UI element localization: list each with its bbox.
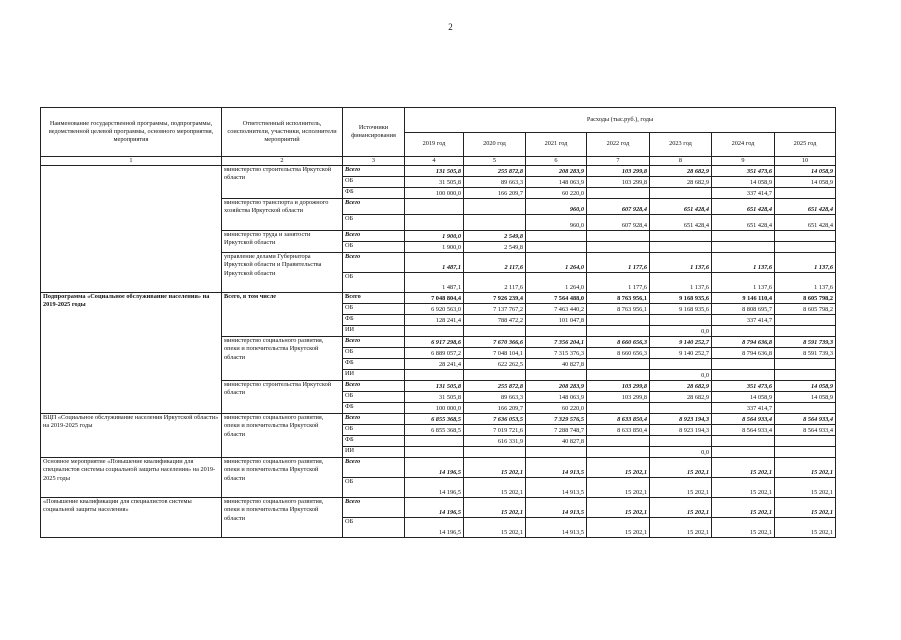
executor-cell: министерство социального развития, опеки и попечительства Иркутской области (222, 414, 343, 458)
header-year: 2020 год (464, 133, 526, 157)
value-cell: 14 058,9 (775, 166, 836, 177)
value-cell: 1 177,6 (587, 273, 650, 293)
value-cell (650, 188, 712, 199)
value-cell: 651 428,4 (650, 199, 712, 215)
value-cell: 7 356 204,1 (526, 337, 587, 348)
value-cell: 7 315 376,3 (526, 348, 587, 359)
value-cell: 14 196,5 (405, 458, 464, 478)
value-cell: 15 202,1 (775, 498, 836, 518)
value-cell: 15 202,1 (650, 478, 712, 498)
value-cell: 8 564 933,4 (775, 414, 836, 425)
value-cell: 7 137 767,2 (464, 304, 526, 315)
value-cell (587, 447, 650, 458)
value-cell: 8 763 956,1 (587, 293, 650, 304)
value-cell: 0,0 (650, 326, 712, 337)
value-cell (775, 315, 836, 326)
value-cell: 14 913,5 (526, 458, 587, 478)
value-cell: 14 058,9 (775, 392, 836, 403)
value-cell: 651 428,4 (775, 199, 836, 215)
value-cell: 1 177,6 (587, 253, 650, 273)
value-cell: 14 196,5 (405, 518, 464, 538)
value-cell: 788 472,2 (464, 315, 526, 326)
value-cell: 7 048 104,1 (464, 348, 526, 359)
value-cell: 6 855 368,5 (405, 425, 464, 436)
value-cell: 15 202,1 (712, 458, 775, 478)
header-year: 2019 год (405, 133, 464, 157)
value-cell (775, 242, 836, 253)
column-index: 3 (343, 157, 405, 166)
value-cell (587, 188, 650, 199)
value-cell: 40 827,8 (526, 436, 587, 447)
column-index: 7 (587, 157, 650, 166)
value-cell: 0,0 (650, 447, 712, 458)
source-cell: Всего (343, 337, 405, 348)
value-cell: 14 196,5 (405, 498, 464, 518)
source-cell: ОБ (343, 242, 405, 253)
header-executor: Ответственный исполнитель, соисполнители, участники, исполнители мероприятий (222, 108, 343, 157)
table-row (41, 293, 836, 304)
source-cell: Всего (343, 231, 405, 242)
source-cell: ОБ (343, 478, 405, 498)
value-cell: 1 487,1 (405, 253, 464, 273)
value-cell: 15 202,1 (650, 458, 712, 478)
value-cell: 255 872,8 (464, 381, 526, 392)
value-cell (650, 231, 712, 242)
budget-table (40, 107, 836, 538)
value-cell (587, 231, 650, 242)
value-cell: 14 196,5 (405, 478, 464, 498)
source-cell: ИИ (343, 326, 405, 337)
value-cell: 616 331,9 (464, 436, 526, 447)
value-cell: 651 428,4 (650, 215, 712, 231)
value-cell: 8 808 695,7 (712, 304, 775, 315)
source-cell: ИИ (343, 370, 405, 381)
value-cell: 2 117,6 (464, 253, 526, 273)
header-year: 2025 год (775, 133, 836, 157)
header-year: 2023 год (650, 133, 712, 157)
value-cell: 337 414,7 (712, 315, 775, 326)
value-cell (587, 403, 650, 414)
value-cell: 15 202,1 (587, 478, 650, 498)
value-cell (587, 315, 650, 326)
value-cell: 7 048 804,4 (405, 293, 464, 304)
value-cell: 15 202,1 (587, 498, 650, 518)
program-name-cell: Основное мероприятие «Повышение квалификации для специалистов системы социальной защиты населения» на 2019-2025 годы (41, 458, 222, 498)
value-cell (526, 231, 587, 242)
value-cell: 6 855 368,5 (405, 414, 464, 425)
source-cell: Всего (343, 381, 405, 392)
value-cell: 60 220,0 (526, 403, 587, 414)
value-cell: 31 505,8 (405, 392, 464, 403)
header-program-name: Наименование государственной программы, подпрограммы, ведомственной целевой программы, основного мероприятия, мероприятия (41, 108, 222, 157)
value-cell: 0,0 (650, 370, 712, 381)
table-row (41, 498, 836, 518)
value-cell: 103 299,8 (587, 392, 650, 403)
value-cell (526, 447, 587, 458)
value-cell: 7 019 721,6 (464, 425, 526, 436)
value-cell: 1 137,6 (650, 273, 712, 293)
value-cell: 8 633 850,4 (587, 414, 650, 425)
value-cell: 14 913,5 (526, 498, 587, 518)
value-cell (587, 242, 650, 253)
value-cell: 208 283,9 (526, 381, 587, 392)
table-row (41, 414, 836, 425)
value-cell: 148 063,9 (526, 177, 587, 188)
value-cell (526, 370, 587, 381)
value-cell: 960,0 (526, 199, 587, 215)
value-cell: 15 202,1 (587, 518, 650, 538)
value-cell: 2 117,6 (464, 273, 526, 293)
value-cell: 7 329 576,5 (526, 414, 587, 425)
value-cell: 7 636 053,5 (464, 414, 526, 425)
value-cell: 622 262,5 (464, 359, 526, 370)
value-cell: 15 202,1 (712, 478, 775, 498)
value-cell: 6 920 563,0 (405, 304, 464, 315)
value-cell: 8 633 850,4 (587, 425, 650, 436)
header-expenses: Расходы (тыс.руб.), годы (405, 108, 836, 133)
value-cell: 14 058,9 (712, 392, 775, 403)
value-cell (587, 370, 650, 381)
value-cell (464, 199, 526, 215)
value-cell: 15 202,1 (587, 458, 650, 478)
value-cell: 103 299,8 (587, 166, 650, 177)
value-cell: 14 058,9 (712, 177, 775, 188)
value-cell: 337 414,7 (712, 403, 775, 414)
value-cell (712, 326, 775, 337)
value-cell (587, 436, 650, 447)
value-cell: 148 063,9 (526, 392, 587, 403)
column-index: 5 (464, 157, 526, 166)
value-cell: 9 140 252,7 (650, 337, 712, 348)
value-cell: 128 241,4 (405, 315, 464, 326)
source-cell: Всего (343, 414, 405, 425)
value-cell: 607 928,4 (587, 215, 650, 231)
value-cell: 28 682,9 (650, 177, 712, 188)
value-cell: 7 926 239,4 (464, 293, 526, 304)
value-cell: 8 605 798,2 (775, 293, 836, 304)
value-cell: 8 605 798,2 (775, 304, 836, 315)
value-cell (775, 231, 836, 242)
column-index: 8 (650, 157, 712, 166)
value-cell: 7 288 748,7 (526, 425, 587, 436)
value-cell (587, 326, 650, 337)
source-cell: ФБ (343, 315, 405, 326)
value-cell: 1 137,6 (650, 253, 712, 273)
value-cell (405, 447, 464, 458)
value-cell (405, 370, 464, 381)
header-year: 2022 год (587, 133, 650, 157)
value-cell (712, 231, 775, 242)
source-cell: ОБ (343, 425, 405, 436)
table-row (41, 166, 836, 177)
value-cell: 1 137,6 (775, 253, 836, 273)
program-name-cell (41, 166, 222, 293)
value-cell: 14 913,5 (526, 478, 587, 498)
value-cell: 8 660 656,3 (587, 348, 650, 359)
program-name-cell: Подпрограмма «Социальное обслуживание населения» на 2019-2025 годы (41, 293, 222, 414)
page-number: 2 (448, 22, 453, 32)
value-cell: 2 549,8 (464, 242, 526, 253)
value-cell: 15 202,1 (464, 518, 526, 538)
executor-cell: министерство социального развития, опеки и попечительства Иркутской области (222, 498, 343, 538)
value-cell: 8 794 636,8 (712, 348, 775, 359)
executor-cell: министерство строительства Иркутской области (222, 381, 343, 414)
value-cell (526, 242, 587, 253)
value-cell: 166 209,7 (464, 403, 526, 414)
program-name-cell: «Повышение квалификации для специалистов системы социальной защиты населения» (41, 498, 222, 538)
value-cell: 351 473,6 (712, 381, 775, 392)
source-cell: ФБ (343, 403, 405, 414)
value-cell: 100 000,0 (405, 403, 464, 414)
value-cell: 15 202,1 (650, 498, 712, 518)
value-cell: 8 564 933,4 (712, 414, 775, 425)
source-cell: ИИ (343, 447, 405, 458)
value-cell: 7 564 488,0 (526, 293, 587, 304)
table-header (41, 108, 836, 166)
source-cell: ФБ (343, 359, 405, 370)
value-cell (405, 326, 464, 337)
value-cell (712, 242, 775, 253)
value-cell (775, 326, 836, 337)
value-cell: 14 058,9 (775, 177, 836, 188)
source-cell: Всего (343, 199, 405, 215)
value-cell (405, 436, 464, 447)
value-cell: 28 682,9 (650, 392, 712, 403)
value-cell: 651 428,4 (712, 215, 775, 231)
source-cell: ОБ (343, 177, 405, 188)
value-cell: 15 202,1 (775, 518, 836, 538)
value-cell (405, 199, 464, 215)
source-cell: ОБ (343, 392, 405, 403)
source-cell: Всего (343, 458, 405, 478)
source-cell: ОБ (343, 304, 405, 315)
value-cell (775, 359, 836, 370)
value-cell (650, 315, 712, 326)
value-cell: 15 202,1 (712, 498, 775, 518)
value-cell (650, 359, 712, 370)
header-sources: Источники финансирования (343, 108, 405, 157)
value-cell: 89 663,3 (464, 177, 526, 188)
value-cell (775, 403, 836, 414)
value-cell: 337 414,7 (712, 188, 775, 199)
value-cell: 15 202,1 (464, 478, 526, 498)
table-row (41, 458, 836, 478)
value-cell: 255 872,8 (464, 166, 526, 177)
value-cell (775, 188, 836, 199)
value-cell (712, 436, 775, 447)
header-year: 2021 год (526, 133, 587, 157)
column-index: 6 (526, 157, 587, 166)
value-cell: 1 900,0 (405, 231, 464, 242)
executor-cell: министерство труда и занятости Иркутской области (222, 231, 343, 253)
executor-cell: министерство социального развития, опеки и попечительства Иркутской области (222, 458, 343, 498)
value-cell: 6 917 298,6 (405, 337, 464, 348)
value-cell: 1 264,0 (526, 253, 587, 273)
value-cell: 9 168 935,6 (650, 293, 712, 304)
value-cell: 15 202,1 (775, 458, 836, 478)
source-cell: ОБ (343, 215, 405, 231)
value-cell: 100 000,0 (405, 188, 464, 199)
value-cell: 8 591 739,3 (775, 348, 836, 359)
header-index-row (41, 157, 836, 166)
value-cell: 28 682,9 (650, 166, 712, 177)
value-cell: 15 202,1 (464, 458, 526, 478)
program-name-cell: ВЦП «Социальное обслуживание населения Иркутской области» на 2019-2025 годы (41, 414, 222, 458)
value-cell: 607 928,4 (587, 199, 650, 215)
value-cell: 1 900,0 (405, 242, 464, 253)
value-cell (464, 215, 526, 231)
value-cell: 15 202,1 (650, 518, 712, 538)
value-cell (464, 447, 526, 458)
value-cell: 6 889 057,2 (405, 348, 464, 359)
value-cell: 651 428,4 (712, 199, 775, 215)
value-cell: 103 299,8 (587, 381, 650, 392)
value-cell: 101 047,8 (526, 315, 587, 326)
header-year: 2024 год (712, 133, 775, 157)
source-cell: Всего (343, 293, 405, 304)
value-cell (587, 359, 650, 370)
value-cell: 351 473,6 (712, 166, 775, 177)
value-cell: 9 140 252,7 (650, 348, 712, 359)
value-cell: 103 299,8 (587, 177, 650, 188)
value-cell: 8 794 636,8 (712, 337, 775, 348)
value-cell: 40 827,8 (526, 359, 587, 370)
value-cell: 15 202,1 (712, 518, 775, 538)
value-cell: 89 663,3 (464, 392, 526, 403)
value-cell: 28 682,9 (650, 381, 712, 392)
source-cell: ФБ (343, 436, 405, 447)
value-cell (712, 359, 775, 370)
value-cell: 14 058,9 (775, 381, 836, 392)
value-cell: 15 202,1 (464, 498, 526, 518)
value-cell (650, 242, 712, 253)
value-cell (464, 370, 526, 381)
value-cell: 960,0 (526, 215, 587, 231)
value-cell: 651 428,4 (775, 215, 836, 231)
value-cell (650, 403, 712, 414)
value-cell: 1 137,6 (712, 273, 775, 293)
value-cell: 8 564 933,4 (712, 425, 775, 436)
value-cell: 1 137,6 (712, 253, 775, 273)
source-cell: ОБ (343, 518, 405, 538)
value-cell: 60 220,0 (526, 188, 587, 199)
source-cell: Всего (343, 253, 405, 273)
value-cell: 8 763 956,1 (587, 304, 650, 315)
value-cell: 8 564 933,4 (775, 425, 836, 436)
value-cell (775, 447, 836, 458)
value-cell: 14 913,5 (526, 518, 587, 538)
value-cell: 7 463 440,2 (526, 304, 587, 315)
column-index: 9 (712, 157, 775, 166)
value-cell (650, 436, 712, 447)
source-cell: ОБ (343, 273, 405, 293)
value-cell: 8 923 194,3 (650, 414, 712, 425)
value-cell (464, 326, 526, 337)
value-cell: 131 505,8 (405, 166, 464, 177)
value-cell: 131 505,8 (405, 381, 464, 392)
column-index: 1 (41, 157, 222, 166)
executor-cell: министерство социального развития, опеки и попечительства Иркутской области (222, 337, 343, 381)
source-cell: ФБ (343, 188, 405, 199)
value-cell: 2 549,8 (464, 231, 526, 242)
value-cell (712, 370, 775, 381)
value-cell: 8 591 739,3 (775, 337, 836, 348)
column-index: 4 (405, 157, 464, 166)
value-cell: 8 923 194,3 (650, 425, 712, 436)
value-cell: 1 264,0 (526, 273, 587, 293)
column-index: 10 (775, 157, 836, 166)
source-cell: Всего (343, 166, 405, 177)
executor-cell: Всего, в том числе (222, 293, 343, 337)
value-cell: 28 241,4 (405, 359, 464, 370)
executor-cell: министерство строительства Иркутской области (222, 166, 343, 199)
value-cell (775, 436, 836, 447)
column-index: 2 (222, 157, 343, 166)
value-cell: 1 137,6 (775, 273, 836, 293)
value-cell (712, 447, 775, 458)
value-cell: 15 202,1 (775, 478, 836, 498)
source-cell: Всего (343, 498, 405, 518)
value-cell: 1 487,1 (405, 273, 464, 293)
executor-cell: управление делами Губернатора Иркутской области и Правительства Иркутской области (222, 253, 343, 293)
value-cell (405, 215, 464, 231)
table-body (41, 166, 836, 538)
value-cell: 7 670 366,6 (464, 337, 526, 348)
value-cell: 8 660 656,3 (587, 337, 650, 348)
value-cell: 31 505,8 (405, 177, 464, 188)
value-cell (775, 370, 836, 381)
value-cell: 9 168 935,6 (650, 304, 712, 315)
value-cell: 166 209,7 (464, 188, 526, 199)
value-cell: 9 146 110,4 (712, 293, 775, 304)
source-cell: ОБ (343, 348, 405, 359)
value-cell (526, 326, 587, 337)
executor-cell: министерство транспорта и дорожного хозяйства Иркутской области (222, 199, 343, 231)
value-cell: 208 283,9 (526, 166, 587, 177)
